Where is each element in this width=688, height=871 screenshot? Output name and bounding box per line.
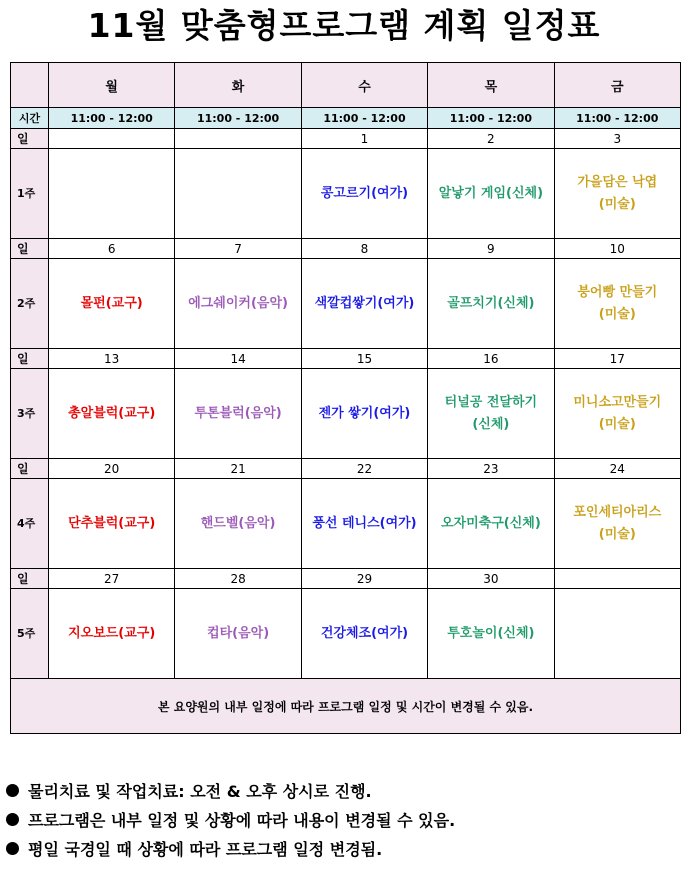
program-cell bbox=[301, 589, 427, 679]
bullet-dot-icon bbox=[6, 842, 19, 855]
week-label: 5주 bbox=[11, 589, 49, 679]
date-label: 일 bbox=[11, 349, 49, 369]
program-category: (미술) bbox=[598, 306, 636, 322]
date-cell: 28 bbox=[175, 569, 301, 589]
program-cell bbox=[554, 369, 680, 459]
program-cell bbox=[301, 149, 427, 239]
week-program-row bbox=[11, 479, 681, 569]
corner-cell bbox=[11, 63, 49, 108]
date-cell: 20 bbox=[49, 459, 175, 479]
program-cell bbox=[49, 479, 175, 569]
date-label: 일 bbox=[11, 129, 49, 149]
date-cell: 7 bbox=[175, 239, 301, 259]
program-cell bbox=[175, 479, 301, 569]
program-cell bbox=[554, 259, 680, 349]
day-header-thu: 목 bbox=[428, 63, 554, 108]
page-title: 11월 맞춤형프로그램 계획 일정표 bbox=[87, 6, 601, 45]
program-cell bbox=[301, 479, 427, 569]
date-cell: 15 bbox=[301, 349, 427, 369]
program-name: 미니소고만들기 bbox=[573, 394, 662, 410]
program-name: 콩고르기(여가) bbox=[320, 185, 409, 201]
week-program-row bbox=[11, 259, 681, 349]
note-item bbox=[6, 777, 686, 806]
date-cell: 16 bbox=[428, 349, 554, 369]
time-label: 시간 bbox=[11, 108, 49, 129]
program-name: 투톤블럭(음악) bbox=[194, 405, 282, 421]
date-cell: 27 bbox=[49, 569, 175, 589]
date-cell: 3 bbox=[554, 129, 680, 149]
program-cell bbox=[554, 149, 680, 239]
program-name: 알낳기 게임(신체) bbox=[438, 185, 544, 201]
program-name: 몰펀(교구) bbox=[80, 295, 143, 311]
footer-note-row bbox=[11, 679, 681, 734]
note-text: 물리치료 및 작업치료: 오전 & 오후 상시로 진행. bbox=[28, 782, 372, 801]
time-cell: 11:00 - 12:00 bbox=[301, 108, 427, 129]
program-cell bbox=[428, 259, 554, 349]
program-name: 붕어빵 만들기 bbox=[577, 284, 658, 300]
day-header-mon: 월 bbox=[49, 63, 175, 108]
date-cell: 13 bbox=[49, 349, 175, 369]
note-item bbox=[6, 835, 686, 864]
program-name: 핸드벨(음악) bbox=[200, 515, 276, 531]
date-cell bbox=[554, 569, 680, 589]
time-cell: 11:00 - 12:00 bbox=[554, 108, 680, 129]
date-cell: 17 bbox=[554, 349, 680, 369]
day-header-fri: 금 bbox=[554, 63, 680, 108]
program-name: 골프치기(신체) bbox=[447, 295, 535, 311]
program-cell bbox=[49, 259, 175, 349]
date-label: 일 bbox=[11, 239, 49, 259]
program-name: 색깔컵쌓기(여가) bbox=[314, 295, 415, 311]
date-cell: 22 bbox=[301, 459, 427, 479]
date-label: 일 bbox=[11, 569, 49, 589]
week-label: 3주 bbox=[11, 369, 49, 459]
program-cell bbox=[554, 589, 680, 679]
program-name: 지오보드(교구) bbox=[68, 625, 156, 641]
week-program-row bbox=[11, 369, 681, 459]
time-row bbox=[11, 108, 681, 129]
program-cell bbox=[554, 479, 680, 569]
program-name: 컵타(음악) bbox=[207, 625, 270, 641]
program-name: 풍선 테니스(여가) bbox=[312, 515, 417, 531]
week-label: 4주 bbox=[11, 479, 49, 569]
date-row bbox=[11, 129, 681, 149]
program-name: 가을담은 낙엽 bbox=[577, 174, 658, 190]
notes-list bbox=[6, 777, 686, 864]
program-name: 건강체조(여가) bbox=[320, 625, 409, 641]
week-program-row bbox=[11, 589, 681, 679]
week-label: 1주 bbox=[11, 149, 49, 239]
week-program-row bbox=[11, 149, 681, 239]
program-category: (미술) bbox=[598, 416, 636, 432]
date-cell: 10 bbox=[554, 239, 680, 259]
date-cell bbox=[49, 129, 175, 149]
program-cell bbox=[175, 149, 301, 239]
program-cell bbox=[175, 589, 301, 679]
program-category: (신체) bbox=[472, 416, 510, 432]
day-header-wed: 수 bbox=[301, 63, 427, 108]
date-row bbox=[11, 459, 681, 479]
time-cell: 11:00 - 12:00 bbox=[428, 108, 554, 129]
footer-note: 본 요양원의 내부 일정에 따라 프로그램 일정 및 시간이 변경될 수 있음. bbox=[11, 679, 681, 734]
schedule-table bbox=[10, 62, 681, 734]
date-cell: 2 bbox=[428, 129, 554, 149]
date-label: 일 bbox=[11, 459, 49, 479]
date-row bbox=[11, 349, 681, 369]
program-name: 총알블럭(교구) bbox=[68, 405, 156, 421]
program-name: 오자미축구(신체) bbox=[440, 515, 541, 531]
date-cell: 14 bbox=[175, 349, 301, 369]
program-cell bbox=[49, 369, 175, 459]
date-cell: 23 bbox=[428, 459, 554, 479]
program-name: 투호놀이(신체) bbox=[447, 625, 535, 641]
program-name: 에그쉐이커(음악) bbox=[188, 295, 288, 311]
program-name: 젠가 쌓기(여가) bbox=[318, 405, 411, 421]
program-cell bbox=[49, 149, 175, 239]
program-cell bbox=[301, 369, 427, 459]
program-cell bbox=[428, 479, 554, 569]
week-label: 2주 bbox=[11, 259, 49, 349]
time-cell: 11:00 - 12:00 bbox=[49, 108, 175, 129]
bullet-dot-icon bbox=[6, 813, 19, 826]
program-cell bbox=[428, 149, 554, 239]
note-text: 프로그램은 내부 일정 및 상황에 따라 내용이 변경될 수 있음. bbox=[28, 811, 456, 830]
program-category: (미술) bbox=[598, 196, 636, 212]
date-cell bbox=[175, 129, 301, 149]
program-name: 포인세티아리스 bbox=[573, 504, 662, 520]
date-cell: 1 bbox=[301, 129, 427, 149]
program-name: 단추블럭(교구) bbox=[68, 515, 156, 531]
date-cell: 24 bbox=[554, 459, 680, 479]
program-cell bbox=[301, 259, 427, 349]
date-cell: 30 bbox=[428, 569, 554, 589]
program-category: (미술) bbox=[598, 526, 636, 542]
note-item bbox=[6, 806, 686, 835]
date-cell: 6 bbox=[49, 239, 175, 259]
program-name: 터널공 전달하기 bbox=[444, 394, 538, 410]
note-text: 평일 국경일 때 상황에 따라 프로그램 일정 변경됨. bbox=[28, 840, 383, 859]
bullet-dot-icon bbox=[6, 784, 19, 797]
date-cell: 8 bbox=[301, 239, 427, 259]
day-header-row bbox=[11, 63, 681, 108]
program-cell bbox=[175, 369, 301, 459]
program-cell bbox=[428, 589, 554, 679]
day-header-tue: 화 bbox=[175, 63, 301, 108]
program-cell bbox=[428, 369, 554, 459]
date-row bbox=[11, 239, 681, 259]
date-cell: 9 bbox=[428, 239, 554, 259]
date-row bbox=[11, 569, 681, 589]
date-cell: 21 bbox=[175, 459, 301, 479]
date-cell: 29 bbox=[301, 569, 427, 589]
program-cell bbox=[175, 259, 301, 349]
time-cell: 11:00 - 12:00 bbox=[175, 108, 301, 129]
program-cell bbox=[49, 589, 175, 679]
